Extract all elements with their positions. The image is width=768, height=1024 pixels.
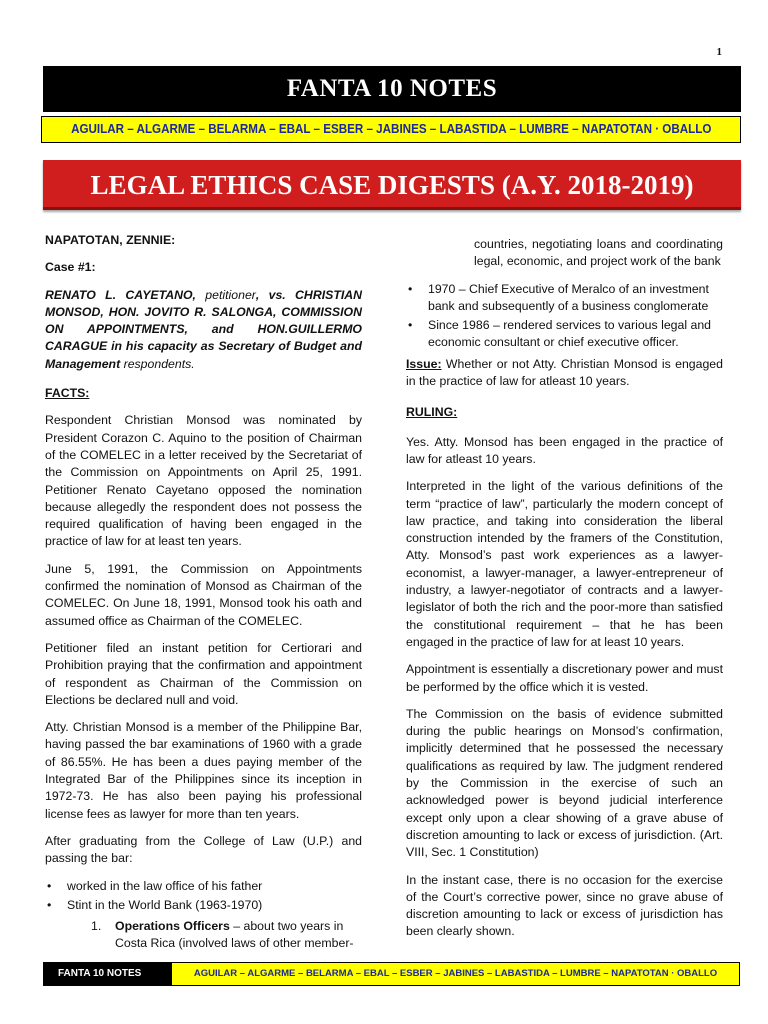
career-list-continued xyxy=(406,281,723,352)
facts-paragraph-2: June 5, 1991, the Commission on Appointments confirmed the nomination of Monsod as Chairman of the COMELEC. On June 18, 1991, Monsod took his oath and assumed office as Chairman of the COMELEC. xyxy=(45,561,362,628)
page-number: 1 xyxy=(716,46,722,58)
numbered-item xyxy=(45,918,362,953)
issue-paragraph xyxy=(406,356,723,391)
continued-text: countries, negotiating loans and coordinating legal, economic, and project work of the bank xyxy=(474,237,723,269)
numbered-item-rest: – about two years in Costa Rica (involved laws of other member- xyxy=(115,919,354,951)
ruling-paragraph-5: In the instant case, there is no occasion for the exercise of the Court’s corrective power, since no grave abuse of discretion amounting to lack or excess of jurisdiction has been clearly shown. xyxy=(406,872,723,939)
numbered-item-text xyxy=(93,918,362,953)
ruling-paragraph-4: The Commission on the basis of evidence submitted during the public hearings on Monsod’s confirmation, implicitly determined that he possessed the necessary qualifications as required by law. The judgment rendered by the Commission in the exercise of such an acknowledged power is beyond judicial interference except only upon a clear showing of a grave abuse of discretion amounting to lack or excess of jurisdiction. (Art. VIII, Sec. 1 Constitution) xyxy=(406,706,723,860)
case-title-part-a: RENATO L. CAYETANO, xyxy=(45,287,206,302)
right-column xyxy=(406,236,723,951)
document-subtitle: LEGAL ETHICS CASE DIGESTS (A.Y. 2018-2019) xyxy=(43,160,741,210)
authors-banner xyxy=(41,116,741,143)
career-list xyxy=(45,878,362,915)
issue-text: Whether or not Atty. Christian Monsod is engaged in the practice of law for atleast 10 years. xyxy=(406,356,723,389)
facts-paragraph-1: Respondent Christian Monsod was nominated by President Corazon C. Aquino to the position of Chairman of the COMELEC in a letter received by the Secretariat of the Commission on Appointments on April 25, 1991. Petitioner Renato Cayetano opposed the nomination because allegedly the respondent does not possess the required qualification of having been engaged in the practice of law for at least ten years. xyxy=(45,413,362,549)
list-item: • worked in the law office of his father xyxy=(45,878,362,895)
list-item: • 1970 – Chief Executive of Meralco of an investment bank and subsequently of a business conglomerate xyxy=(406,281,723,316)
page-footer xyxy=(43,962,740,986)
digest-author: NAPATOTAN, ZENNIE: xyxy=(45,233,176,247)
ruling-heading: RULING: xyxy=(406,405,458,420)
facts-paragraph-5: After graduating from the College of Law (U.P.) and passing the bar: xyxy=(45,833,362,866)
case-title xyxy=(45,287,362,373)
list-item: • Since 1986 – rendered services to various legal and economic consultant or chief executive officer. xyxy=(406,317,723,352)
ruling-paragraph-3: Appointment is essentially a discretionary power and must be performed by the office which it is vested. xyxy=(406,662,723,694)
case-title-part-d: respondents. xyxy=(123,356,195,371)
case-number: Case #1: xyxy=(45,260,96,275)
ruling-paragraph-2: Interpreted in the light of the various definitions of the term “practice of law”, particularly the modern concept of law practice, and taking into consideration the liberal construction intended by the framers of the Constitution, Atty. Monsod’s past work experiences as a lawyer-economist, a lawyer-manager, a lawyer-entrepreneur of industry, a lawyer-negotiator of contracts and a lawyer-legislator of both the rich and the poor-more than satisfied the constitutional requirement – that he has been engaged in the practice of law for at least 10 years. xyxy=(406,479,723,649)
left-column xyxy=(45,232,362,953)
footer-authors: AGUILAR – ALGARME – BELARMA – EBAL – ESBER – JABINES – LABASTIDA – LUMBRE – NAPATOTAN · OBALLO xyxy=(172,963,739,985)
document-title: FANTA 10 NOTES xyxy=(43,66,741,112)
list-item: • Stint in the World Bank (1963-1970) xyxy=(45,897,362,914)
facts-heading: FACTS: xyxy=(45,386,90,401)
numbered-item-label: 1. xyxy=(91,919,102,934)
footer-title: FANTA 10 NOTES xyxy=(44,963,172,985)
case-title-part-b: petitioner xyxy=(205,287,256,302)
facts-paragraph-4: Atty. Christian Monsod is a member of the Philippine Bar, having passed the bar examinations of 1960 with a grade of 86.55%. He has been a dues paying member of the Integrated Bar of the Philippines since its inception in 1972-73. He has also been paying his professional license fees as lawyer for more than ten years. xyxy=(45,720,362,821)
numbered-item-bold: Operations Officers xyxy=(115,919,230,934)
issue-label: Issue: xyxy=(406,356,442,371)
ruling-paragraph-1: Yes. Atty. Monsod has been engaged in the practice of law for atleast 10 years. xyxy=(406,434,723,466)
facts-paragraph-3: Petitioner filed an instant petition for Certiorari and Prohibition praying that the confirmation and appointment of respondent as Chairman of the Commission on Elections be declared null and void. xyxy=(45,640,362,707)
case-title-part-c: , vs. CHRISTIAN MONSOD, HON. JOVITO R. SALONGA, COMMISSION ON APPOINTMENTS, and HON.GUILLERMO CARAGUE in his capacity as Secretary of Budget and Management xyxy=(45,287,363,371)
authors-text: AGUILAR – ALGARME – BELARMA – EBAL – ESBER – JABINES – LABASTIDA – LUMBRE – NAPATOTAN · OBALLO xyxy=(70,122,712,136)
